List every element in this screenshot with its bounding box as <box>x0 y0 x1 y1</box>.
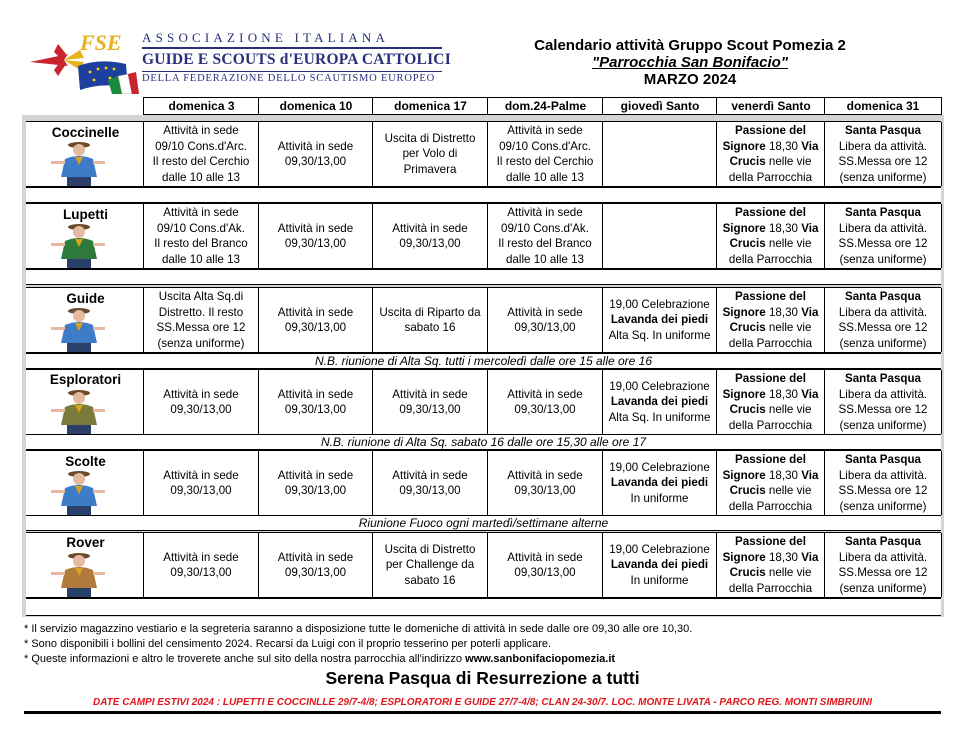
title-line1: Calendario attività Gruppo Scout Pomezia 2 <box>534 37 846 54</box>
scout-figure-icon <box>45 303 115 355</box>
column-header: domenica 10 <box>258 97 373 115</box>
association-divider <box>142 47 442 49</box>
activity-cell <box>372 451 488 515</box>
activity-text: Attività in sede 09,30/13,00 <box>277 305 354 334</box>
activity-text: Attività in sede 09,30/13,00 <box>507 550 583 579</box>
notes <box>24 622 954 667</box>
activity-cell <box>602 288 717 352</box>
activity-text: Passione del Signore 18,30 Via Crucis nelle vie della Parrocchia <box>722 206 819 266</box>
group-name: Guide <box>66 291 105 306</box>
row-spacer <box>26 598 941 616</box>
activity-text: Attività in sede 09,30/13,00 <box>277 139 354 168</box>
activity-text: Attività in sede 09,30/13,00 <box>163 550 239 579</box>
activity-cell <box>824 288 942 352</box>
parish-website-link[interactable]: www.sanbonifaciopomezia.it <box>465 653 616 665</box>
activity-cell <box>143 533 259 597</box>
activity-cell <box>258 451 373 515</box>
activity-text: Uscita di Distretto per Challenge da sabato 16 <box>384 542 476 587</box>
activity-cell <box>372 204 488 268</box>
activity-text: Passione del Signore 18,30 Via Crucis nelle vie della Parrocchia <box>722 453 819 513</box>
group-name: Esploratori <box>49 372 122 387</box>
activity-cell <box>602 370 717 434</box>
activity-text: Santa Pasqua Libera da attività. SS.Messa ore 12 (senza uniforme) <box>838 124 928 184</box>
scout-figure-icon <box>45 219 115 271</box>
scout-figure-icon <box>45 385 115 437</box>
activity-text: Uscita Alta Sq.di Distretto. Il resto SS.Messa ore 12 (senza uniforme) <box>156 290 246 350</box>
scout-figure-icon <box>45 466 115 518</box>
group-name: Lupetti <box>63 207 108 222</box>
activity-text: 19,00 Celebrazione Lavanda dei piedi In uniforme <box>609 542 710 587</box>
column-header: venerdì Santo <box>716 97 825 115</box>
group-name: Scolte <box>65 454 106 469</box>
association-header <box>142 30 451 84</box>
group-note: Riunione Fuoco ogni martedì/settimane alterne <box>26 515 941 531</box>
activity-cell <box>258 204 373 268</box>
activity-cell <box>487 288 603 352</box>
activity-text: Santa Pasqua Libera da attività. SS.Messa ore 12 (senza uniforme) <box>838 535 928 595</box>
activity-text: Attività in sede 09,30/13,00 <box>392 221 468 250</box>
activity-text: 19,00 Celebrazione Lavanda dei piedi Alta Sq. In uniforme <box>608 297 711 342</box>
activity-cell <box>487 370 603 434</box>
activity-cell <box>716 370 825 434</box>
note-1: * Il servizio magazzino vestiario e la segreteria saranno a disposizione tutte le domeniche di attività in sede dalle ore 09,30 alle ore 10,30. <box>24 623 693 635</box>
row-spacer <box>26 269 941 285</box>
activity-cell <box>258 370 373 434</box>
note-3 <box>24 652 954 667</box>
activity-cell <box>602 451 717 515</box>
activity-cell <box>487 451 603 515</box>
activity-text: Santa Pasqua Libera da attività. SS.Messa ore 12 (senza uniforme) <box>838 372 928 432</box>
group-note: N.B. riunione di Alta Sq. tutti i mercoledì dalle ore 15 alle ore 16 <box>26 353 941 369</box>
activity-cell <box>824 451 942 515</box>
activity-cell <box>824 533 942 597</box>
activity-cell <box>143 288 259 352</box>
activity-text: Attività in sede 09,30/13,00 <box>277 221 354 250</box>
activity-cell <box>258 288 373 352</box>
activity-cell <box>602 533 717 597</box>
bottom-divider <box>24 711 941 714</box>
column-header: giovedì Santo <box>602 97 717 115</box>
activity-cell <box>143 122 259 186</box>
activity-text: Attività in sede 09,30/13,00 <box>163 468 239 497</box>
fse-logo-text: FSE <box>80 30 122 55</box>
note-2: * Sono disponibili i bollini del censimento 2024. Recarsi da Luigi con il proprio tesserino per poterli applicare. <box>24 638 552 650</box>
activity-cell <box>602 204 717 268</box>
activity-text: Santa Pasqua Libera da attività. SS.Messa ore 12 (senza uniforme) <box>838 290 928 350</box>
column-header: dom.24-Palme <box>487 97 603 115</box>
association-line2: GUIDE E SCOUTS d'EUROPA CATTOLICI <box>142 51 451 68</box>
scout-figure-icon <box>45 137 115 189</box>
activity-cell <box>258 122 373 186</box>
activity-cell <box>487 122 603 186</box>
activity-cell <box>716 122 825 186</box>
activity-text: Attività in sede 09,30/13,00 <box>507 468 583 497</box>
activity-cell <box>372 533 488 597</box>
activity-cell <box>487 533 603 597</box>
activity-text: Uscita di Distretto per Volo di Primavera <box>384 131 476 176</box>
activity-text: Attività in sede 09,30/13,00 <box>277 468 354 497</box>
activity-cell <box>602 122 717 186</box>
activity-text: Passione del Signore 18,30 Via Crucis nelle vie della Parrocchia <box>722 124 819 184</box>
activity-cell <box>487 204 603 268</box>
activity-text: Attività in sede 09,30/13,00 <box>392 468 468 497</box>
activity-text: Attività in sede 09,30/13,00 <box>277 550 354 579</box>
activity-text: Attività in sede 09,30/13,00 <box>163 387 239 416</box>
activity-cell <box>143 451 259 515</box>
activity-text: Attività in sede 09,30/13,00 <box>277 387 354 416</box>
activity-cell <box>824 122 942 186</box>
activity-cell <box>372 122 488 186</box>
group-name: Rover <box>66 535 105 550</box>
activity-text: Attività in sede 09/10 Cons.d'Arc. Il resto del Cerchio dalle 10 alle 13 <box>496 124 594 184</box>
activity-cell <box>716 288 825 352</box>
activity-cell <box>258 533 373 597</box>
row-spacer <box>26 187 941 203</box>
note-3-text: * Queste informazioni e altro le troverete anche sul sito della nostra parrocchia all'indirizzo <box>24 653 466 665</box>
association-line3: DELLA FEDERAZIONE DELLO SCAUTISMO EUROPEO <box>142 73 435 84</box>
activity-text: Santa Pasqua Libera da attività. SS.Messa ore 12 (senza uniforme) <box>838 453 928 513</box>
calendar-title <box>480 37 900 88</box>
activity-text: Attività in sede 09,30/13,00 <box>507 387 583 416</box>
activity-text: Attività in sede 09/10 Cons.d'Ak. Il resto del Branco dalle 10 alle 13 <box>498 206 592 266</box>
activity-cell <box>716 204 825 268</box>
activity-text: Passione del Signore 18,30 Via Crucis nelle vie della Parrocchia <box>722 290 819 350</box>
title-line3: MARZO 2024 <box>643 71 737 88</box>
activity-cell <box>372 370 488 434</box>
activity-cell <box>716 533 825 597</box>
greeting: Serena Pasqua di Resurrezione a tutti <box>325 668 640 688</box>
title-line2: "Parrocchia San Bonifacio" <box>592 54 788 71</box>
activity-text: 19,00 Celebrazione Lavanda dei piedi In uniforme <box>609 460 710 505</box>
activity-cell <box>824 370 942 434</box>
activity-text: Attività in sede 09,30/13,00 <box>507 305 583 334</box>
summer-camp-dates: DATE CAMPI ESTIVI 2024 : LUPETTI E COCCINLLE 29/7-4/8; ESPLORATORI E GUIDE 27/7-4/8; CLAN 24-30/7. LOC. MONTE LIVATA - PARCO REG. MONTI SIMBRUINI <box>93 697 872 708</box>
association-divider <box>142 71 442 72</box>
activity-cell <box>372 288 488 352</box>
activity-cell <box>824 204 942 268</box>
activity-text: Passione del Signore 18,30 Via Crucis nelle vie della Parrocchia <box>722 535 819 595</box>
fse-logo <box>24 24 139 94</box>
column-header: domenica 31 <box>824 97 942 115</box>
group-note: N.B. riunione di Alta Sq. sabato 16 dalle ore 15,30 alle ore 17 <box>26 434 941 450</box>
activity-text: Santa Pasqua Libera da attività. SS.Messa ore 12 (senza uniforme) <box>838 206 928 266</box>
column-header: domenica 17 <box>372 97 488 115</box>
activity-text: Uscita di Riparto da sabato 16 <box>379 305 481 334</box>
activity-cell <box>143 204 259 268</box>
fleur-de-lis-icon <box>30 44 84 76</box>
activity-text: Attività in sede 09/10 Cons.d'Arc. Il resto del Cerchio dalle 10 alle 13 <box>152 124 250 184</box>
activity-text: Attività in sede 09,30/13,00 <box>392 387 468 416</box>
activity-text: Attività in sede 09/10 Cons.d'Ak. Il resto del Branco dalle 10 alle 13 <box>154 206 248 266</box>
activity-text: 19,00 Celebrazione Lavanda dei piedi Alta Sq. In uniforme <box>608 379 711 424</box>
activity-text: Passione del Signore 18,30 Via Crucis nelle vie della Parrocchia <box>722 372 819 432</box>
activity-cell <box>716 451 825 515</box>
group-name: Coccinelle <box>51 125 120 140</box>
association-line1: ASSOCIAZIONE ITALIANA <box>142 30 390 45</box>
column-header: domenica 3 <box>143 97 259 115</box>
activity-cell <box>143 370 259 434</box>
scout-figure-icon <box>45 548 115 600</box>
